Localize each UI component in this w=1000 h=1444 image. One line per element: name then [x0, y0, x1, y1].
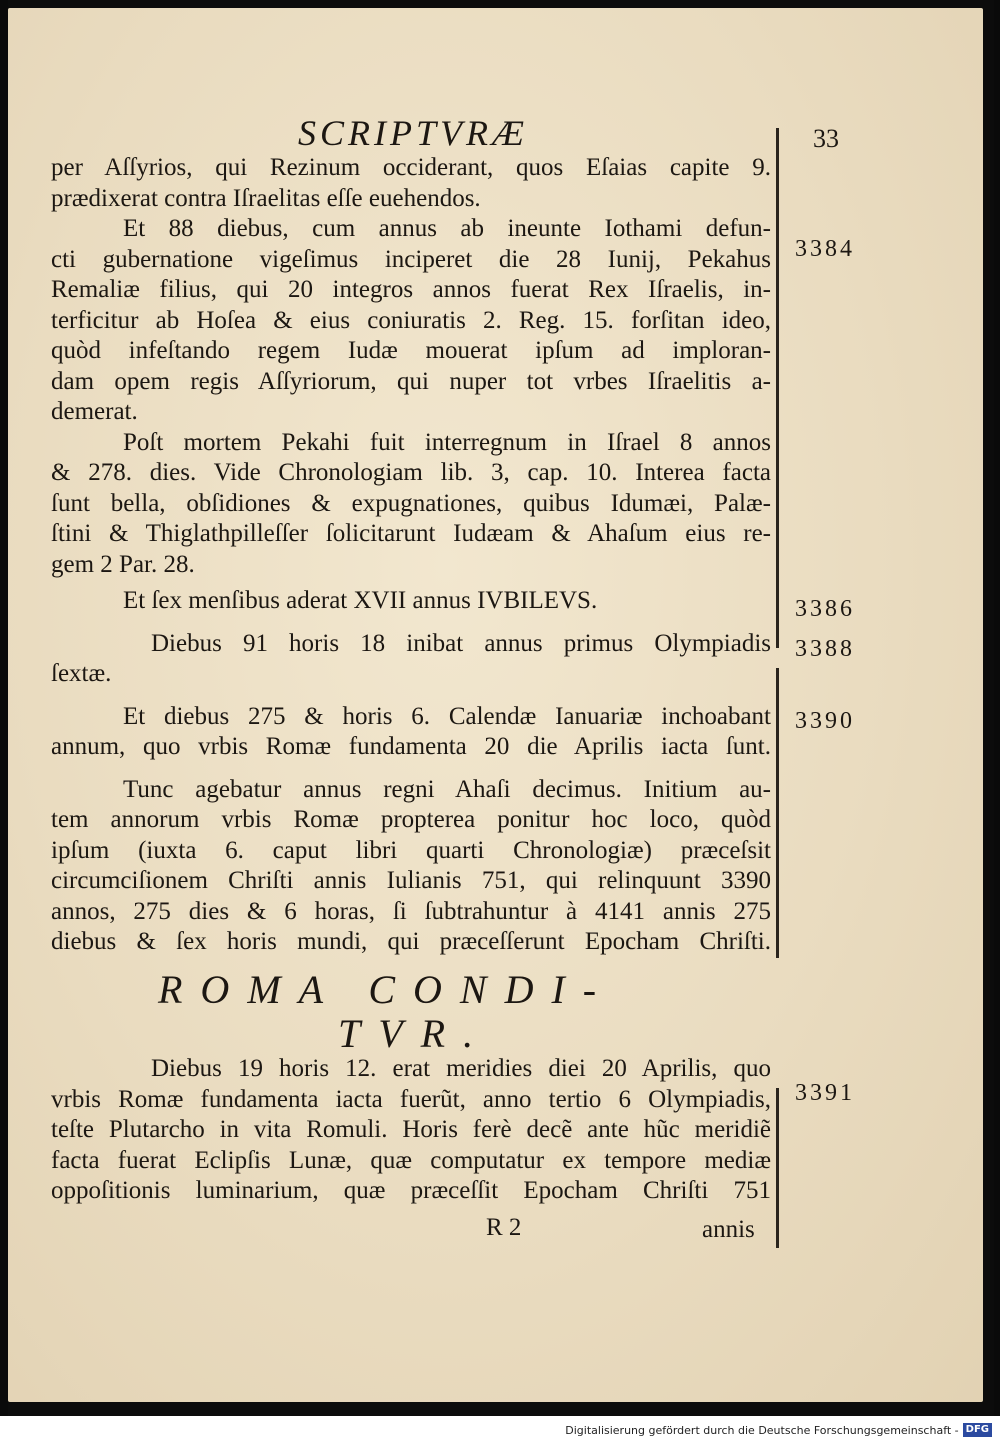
- jubilee-line: Et ſex menſibus aderat XVII annus IVBILEVS.: [123, 587, 598, 614]
- text-line: circumciſionem Chriſti annis Iulianis 751, qui relinquunt 3390: [51, 867, 771, 894]
- text-line: quòd infeſtando regem Iudæ mouerat ipſum ad imploran-: [51, 337, 771, 364]
- margin-year: 3390: [795, 708, 855, 734]
- text-line: demerat.: [51, 398, 138, 425]
- text-line: annum, quo vrbis Romæ fundamenta 20 die Aprilis iacta ſunt.: [51, 733, 771, 760]
- text-line: prædixerat contra Iſraelitas eſſe euehendos.: [51, 184, 481, 212]
- text-line: Diebus 19 horis 12. erat meridies diei 20 Aprilis, quo: [151, 1055, 771, 1082]
- section-heading-continued: TVR.: [338, 1011, 492, 1056]
- signature-mark: R 2: [486, 1214, 522, 1241]
- margin-rule: [776, 668, 779, 958]
- margin-year: 3391: [795, 1080, 855, 1106]
- running-head: SCRIPTVRÆ: [298, 113, 528, 153]
- text-line: ſunt bella, obſidiones & expugnationes, quibus Idumæi, Palæ-: [51, 489, 771, 517]
- text-line: vrbis Romæ fundamenta iacta fuerũt, anno tertio 6 Olympiadis,: [51, 1085, 771, 1113]
- text-line: facta fuerat Eclipſis Lunæ, quæ computatur ex tempore mediæ: [51, 1146, 771, 1174]
- book-page: [8, 8, 983, 1402]
- catchword: annis: [702, 1216, 755, 1243]
- text-line: Diebus 91 horis 18 inibat annus primus Olympiadis: [151, 629, 771, 657]
- text-line: cti gubernatione vigeſimus inciperet die 28 Iunij, Pekahus: [51, 245, 771, 273]
- text-line: terficitur ab Hoſea & eius coniuratis 2. Reg. 15. forſitan ideo,: [51, 306, 771, 334]
- dfg-logo: DFG: [963, 1423, 992, 1437]
- text-line: oppoſitionis luminarium, quæ præceſſit Epocham Chriſti 751: [51, 1177, 771, 1204]
- text-line: ſextæ.: [51, 660, 112, 687]
- text-line: Et 88 diebus, cum annus ab ineunte Iothami defun-: [123, 215, 771, 242]
- footer-bar: [0, 1416, 1000, 1444]
- body-text-bottom: [51, 1054, 771, 1207]
- margin-rule: [776, 1088, 779, 1248]
- page-number: 33: [813, 124, 839, 153]
- margin-year: 3386: [795, 596, 855, 622]
- text-line: tem annorum vrbis Romæ propterea ponitur hoc loco, quòd: [51, 806, 771, 833]
- text-line: per Aſſyrios, qui Rezinum occiderant, quos Eſaias capite 9.: [51, 154, 771, 181]
- text-line: Remaliæ filius, qui 20 integros annos fuerat Rex Iſraelis, in-: [51, 276, 771, 303]
- text-line: gem 2 Par. 28.: [51, 550, 195, 578]
- margin-year: 3384: [795, 236, 855, 262]
- text-line: Poſt mortem Pekahi fuit interregnum in Iſrael 8 annos: [123, 428, 771, 456]
- text-line: Tunc agebatur annus regni Ahaſi decimus. Initium au-: [123, 775, 771, 803]
- text-line: & 278. dies. Vide Chronologiam lib. 3, cap. 10. Interea facta: [51, 459, 771, 486]
- text-line: teſte Plutarcho in vita Romuli. Horis ferè decẽ ante hũc meridiẽ: [51, 1116, 771, 1143]
- body-text-top: [51, 153, 771, 958]
- text-line: diebus & ſex horis mundi, qui præceſſerunt Epocham Chriſti.: [51, 928, 771, 955]
- text-line: ſtini & Thiglathpilleſſer ſolicitarunt Iudæam & Ahaſum eius re-: [51, 520, 771, 547]
- margin-rule: [776, 128, 779, 648]
- margin-year: 3388: [795, 636, 855, 662]
- text-line: annos, 275 dies & 6 horas, ſi ſubtrahuntur à 4141 annis 275: [51, 897, 771, 925]
- text-line: dam opem regis Aſſyriorum, qui nuper tot vrbes Iſraelitis a-: [51, 367, 771, 395]
- section-heading: ROMA CONDI-: [158, 967, 615, 1012]
- text-line: ipſum (iuxta 6. caput libri quarti Chronologiæ) præceſsit: [51, 836, 771, 864]
- footer-credit: Digitalisierung gefördert durch die Deutsche Forschungsgemeinschaft -: [565, 1423, 959, 1437]
- text-line: Et diebus 275 & horis 6. Calendæ Ianuariæ inchoabant: [123, 702, 771, 730]
